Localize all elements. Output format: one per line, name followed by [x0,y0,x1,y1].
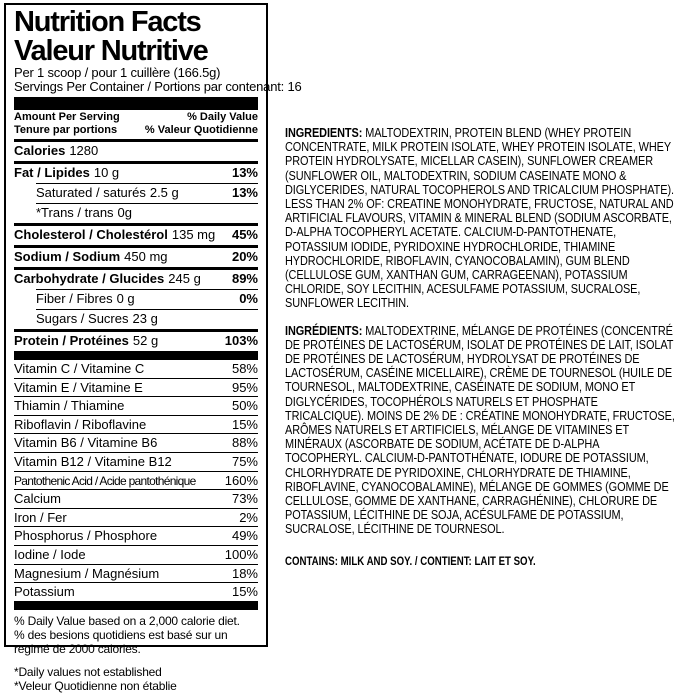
nutrient-row [14,452,258,471]
nutrient-daily-value: 73% [231,491,258,507]
nutrient-row [14,245,258,267]
nutrient-daily-value: 15% [231,584,258,600]
nutrient-amount: 0 g [116,291,135,306]
nutrient-row [14,329,258,351]
nutrient-daily-value: 160% [224,472,258,488]
nutrient-label: *Trans / trans [36,205,114,220]
ingredients-en-label: INGREDIENTS: [285,125,363,140]
nutrient-label: Carbohydrate / Glucides [14,271,165,286]
nutrient-daily-value: 75% [231,453,258,469]
nutrient-amount: 0g [117,205,133,220]
asterisk-note [14,665,258,693]
daily-value-note [14,614,258,656]
nutrient-row [14,526,258,545]
ingredients-fr [285,324,675,537]
nutrient-label: Sodium / Sodium [14,249,121,264]
nutrient-amount: 23 g [132,311,158,326]
nutrient-daily-value: 89% [231,271,258,286]
serving-size-line: Per 1 scoop / pour 1 cuillère (166.5g) [14,65,221,80]
vitamin-mineral-rows [14,360,258,601]
nutrient-label: Pantothenic Acid / Acide pantothénique [14,473,196,488]
nutrient-daily-value: 2% [239,509,258,525]
nutrient-label: Phosphorus / Phosphore [14,528,158,544]
nutrient-label: Iron / Fer [14,509,67,525]
nutrient-daily-value: 95% [231,379,258,395]
ingredients-en [285,126,675,311]
nutrient-amount: 10 g [93,165,120,180]
nutrient-amount: 245 g [168,271,201,286]
nutrient-daily-value: 18% [231,565,258,581]
nutrient-label: Riboflavin / Riboflavine [14,416,147,432]
nutrition-facts-panel [4,3,302,693]
nutrient-label: Saturated / saturés [36,185,146,200]
nutrient-row [14,396,258,415]
nutrient-row [14,415,258,434]
nutrient-daily-value: 50% [231,398,258,414]
asterisk-note-en: *Daily values not established [14,664,162,679]
nutrient-row [14,582,258,601]
nutrient-daily-value: 15% [231,416,258,432]
nutrient-daily-value: 13% [231,165,258,180]
nutrient-daily-value: 0% [239,291,258,306]
nutrient-label: Vitamin C / Vitamine C [14,361,145,376]
nutrient-label: Fiber / Fibres [36,291,113,306]
nutrient-row [14,471,258,490]
nutrient-label: Vitamin B6 / Vitamine B6 [14,435,158,451]
nutrient-row [14,545,258,564]
nutrient-amount: 52 g [132,333,159,348]
panel-title-en: Nutrition Facts [14,6,201,38]
nutrient-daily-value: 45% [231,227,258,242]
column-header [14,110,258,139]
amount-header-fr: Tenure par portions [14,124,118,136]
nutrient-label: Iodine / Iode [14,546,86,562]
nutrient-label: Cholesterol / Cholestérol [14,227,168,242]
nutrient-label: Sugars / Sucres [36,311,129,326]
daily-value-header [145,111,258,137]
dv-header-fr: % Valeur Quotidienne [144,124,258,136]
daily-value-note-en: % Daily Value based on a 2,000 calorie diet. [14,613,240,628]
nutrient-daily-value: 100% [224,546,258,562]
ingredients-fr-label: INGRÉDIENTS: [285,322,363,338]
servings-per-container-line: Servings Per Container / Portions par contenant: 16 [14,79,302,94]
footnotes [14,614,258,693]
nutrient-row [14,161,258,183]
nutrient-row [14,360,258,378]
nutrient-label: Vitamin E / Vitamine E [14,379,143,395]
nutrient-label: Protein / Protéines [14,333,129,348]
nutrient-row [14,564,258,583]
nutrient-daily-value: 88% [231,435,258,451]
ingredients-fr-text: MALTODEXTRINE, MÉLANGE DE PROTÉINES (CONCENTRÉ DE PROTÉINES DE LACTOSÉRUM, ISOLAT DE PROTÉINES DE LAIT, ISOLAT DE PROTÉINES DE LACTOSÉRUM, HYDROLYSAT DE PROTÉINES DE LACTOSÉRUM, CASÉINE MICELLAIRE), CRÈME DE TOURNESOL (HUILE DE TOURNESOL, MALTODEXTRINE, CASÉINATE DE SODIUM, MONO ET DIGLYCÉRIDES, TOCOPHÉROLS NATURELS ET PHOSPHATE TRICALCIQUE). MOINS DE 2% DE : CRÉATINE MONOHYDRATE, FRUCTOSE, ARÔMES NATURELS ET ARTIFICIELS, MÉLANGE DE VITAMINES ET MINÉRAUX (ASCORBATE DE SODIUM, ACÉTATE DE D-ALPHA TOCOPHERYL. CALCIUM-D-PANTOTHÉNATE, IODURE DE POTASSIUM, CHLORHYDRATE DE PYRIDOXINE, CHLORHYDRATE DE THIAMINE, RIBOFLAVINE, CYANOCOBALAMINE), MÉLANGE DE GOMMES (GOMME DE CELLULOSE, GOMME DE XANTHANE, CARRAGHÉNINE), CHLORURE DE POTASSIUM, LÉCITHINE DE SOJA, ACÉSULFAME DE POTASSIUM, SUCRALOSE, LÉCITHINE DE TOURNESOL. [285,322,675,537]
nutrient-label: Calcium [14,491,61,507]
nutrient-label: Calories [14,143,66,158]
nutrient-label: Vitamin B12 / Vitamine B12 [14,453,172,469]
nutrient-amount: 135 mg [171,227,216,242]
nutrient-row [14,508,258,527]
nutrient-daily-value: 103% [224,333,258,348]
nutrient-row [14,433,258,452]
panel-title-fr: Valeur Nutritive [14,35,208,67]
nutrient-daily-value: 58% [231,361,258,376]
nutrient-label: Thiamin / Thiamine [14,398,125,414]
amount-per-serving-header [14,111,120,137]
nutrient-label: Magnesium / Magnésium [14,565,160,581]
nutrient-row [14,267,258,289]
nutrient-label: Fat / Lipides [14,165,90,180]
ingredients-panel [285,126,675,569]
daily-value-note-fr: % des besions quotidiens est basé sur un regimé de 2000 calories. [14,627,228,656]
nutrient-daily-value: 13% [231,185,258,200]
allergen-statement: CONTAINS: MILK AND SOY. / CONTIENT: LAIT ET SOY. [285,555,536,568]
asterisk-note-fr: *Veleur Quotidienne non établie [14,678,177,693]
nutrient-row [36,309,258,329]
divider-bar-protein [14,351,258,360]
nutrient-row [14,378,258,397]
nutrient-amount: 2.5 g [149,185,179,200]
nutrient-amount: 1280 [69,143,99,158]
nutrient-rows [14,139,258,351]
nutrient-daily-value: 49% [231,528,258,544]
divider-bar-thick [14,97,258,110]
nutrient-row [14,139,258,161]
nutrient-daily-value: 20% [231,249,258,264]
nutrient-row [36,289,258,309]
divider-bar-minerals [14,601,258,610]
nutrient-row [36,183,258,203]
ingredients-en-text: MALTODEXTRIN, PROTEIN BLEND (WHEY PROTEIN CONCENTRATE, MILK PROTEIN ISOLATE, WHEY PROTEIN ISOLATE, WHEY PROTEIN HYDROLYSATE, MICELLAR CASEIN), SUNFLOWER CREAMER (SUNFLOWER OIL, MALTODEXTRIN, SODIUM CASEINATE MONO & DIGLYCERIDES, NATURAL TOCOPHEROLS AND TRICALCIUM PHOSPHATE). LESS THAN 2% OF: CREATINE MONOHYDRATE, FRUCTOSE, NATURAL AND ARTIFICIAL FLAVOURS, VITAMIN & MINERAL BLEND (SODIUM ASCORBATE, D-ALPHA TOCOPHERYL ACETATE. CALCIUM-D-PANTOTHENATE, POTASSIUM IODIDE, PYRIDOXINE HYDROCHLORIDE, THIAMINE HYDROCHLORIDE, RIBOFLAVIN, CYANOCOBALAMIN), GUM BLEND (CELLULOSE GUM, XANTHAN GUM, CARRAGEENAN), POTASSIUM CHLORIDE, SOY LECITHIN, ACESULFAME POTASSIUM, SUCRALOSE, SUNFLOWER LECITHIN. [285,125,674,311]
nutrient-row [36,203,258,223]
nutrient-row [14,489,258,508]
nutrient-amount: 450 mg [124,249,168,264]
nutrient-row [14,223,258,245]
dv-header-en: % Daily Value [187,111,258,123]
amount-header-en: Amount Per Serving [14,111,120,123]
nutrient-label: Potassium [14,584,75,600]
